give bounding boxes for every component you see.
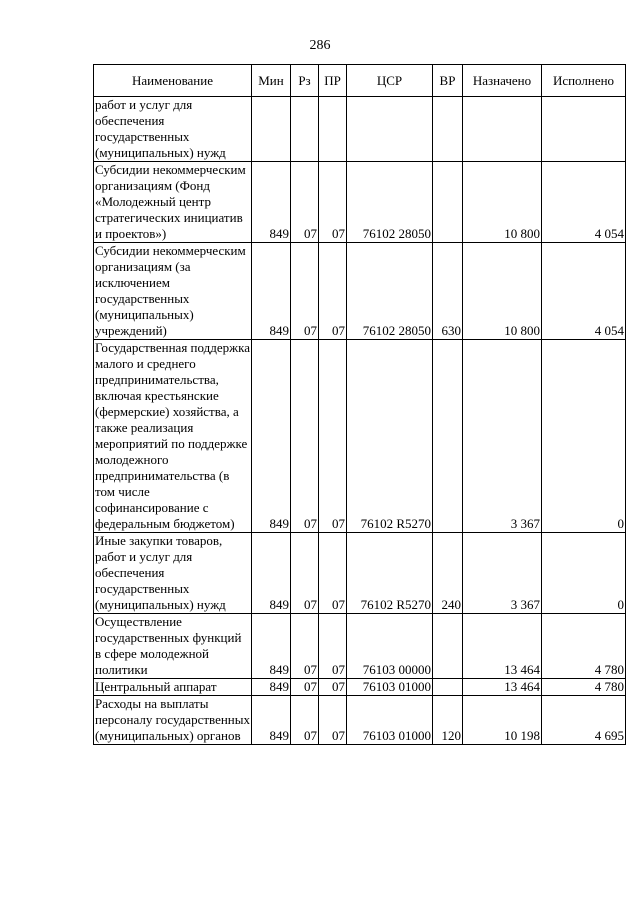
row-executed	[542, 97, 626, 162]
budget-table	[93, 64, 626, 745]
row-assigned: 13 464	[463, 614, 542, 679]
row-csr: 76103 00000	[347, 614, 433, 679]
row-pr: 07	[319, 340, 347, 533]
col-header-min: Мин	[252, 65, 291, 97]
col-header-rz: Рз	[291, 65, 319, 97]
row-rz: 07	[291, 696, 319, 745]
row-name: Субсидии некоммерческим организациям (за исключением государственных (муниципальных) учреждений)	[94, 243, 252, 340]
row-csr: 76103 01000	[347, 696, 433, 745]
row-pr: 07	[319, 533, 347, 614]
col-header-vr: ВР	[433, 65, 463, 97]
row-min: 849	[252, 162, 291, 243]
row-pr: 07	[319, 243, 347, 340]
col-header-pr: ПР	[319, 65, 347, 97]
row-vr: 240	[433, 533, 463, 614]
row-rz	[291, 97, 319, 162]
row-csr: 76102 R5270	[347, 533, 433, 614]
row-vr	[433, 97, 463, 162]
row-assigned: 13 464	[463, 679, 542, 696]
row-min: 849	[252, 679, 291, 696]
row-assigned: 3 367	[463, 340, 542, 533]
row-executed: 4 780	[542, 679, 626, 696]
row-name: Субсидии некоммерческим организациям (Фонд «Молодежный центр стратегических инициатив и проектов»)	[94, 162, 252, 243]
table-row	[94, 162, 626, 243]
row-rz: 07	[291, 533, 319, 614]
row-name: Осуществление государственных функций в сфере молодежной политики	[94, 614, 252, 679]
table-row	[94, 97, 626, 162]
col-header-csr: ЦСР	[347, 65, 433, 97]
row-min: 849	[252, 340, 291, 533]
row-vr	[433, 340, 463, 533]
row-min	[252, 97, 291, 162]
col-header-assigned: Назначено	[463, 65, 542, 97]
row-assigned: 10 198	[463, 696, 542, 745]
row-rz: 07	[291, 162, 319, 243]
table-row	[94, 679, 626, 696]
row-executed: 4 054	[542, 243, 626, 340]
table-header-row	[94, 65, 626, 97]
row-name: Расходы на выплаты персоналу государственных (муниципальных) органов	[95, 696, 251, 743]
row-pr: 07	[319, 696, 347, 745]
row-min: 849	[252, 243, 291, 340]
row-csr: 76102 28050	[347, 162, 433, 243]
row-min: 849	[252, 533, 291, 614]
table-row	[94, 340, 626, 533]
table-row	[94, 243, 626, 340]
row-executed: 0	[542, 533, 626, 614]
row-csr	[347, 97, 433, 162]
row-name: Государственная поддержка малого и среднего предпринимательства, включая крестьянские (фермерские) хозяйства, а также реализация мероприятий по поддержке молодежного предпринимательства (в том числе софинансирование с федеральным бюджетом)	[95, 340, 251, 531]
col-header-executed: Исполнено	[542, 65, 626, 97]
row-min: 849	[252, 614, 291, 679]
row-executed: 0	[542, 340, 626, 533]
row-name: работ и услуг для обеспечения государственных (муниципальных) нужд	[94, 97, 252, 162]
row-assigned: 10 800	[463, 162, 542, 243]
row-assigned: 3 367	[463, 533, 542, 614]
row-pr	[319, 97, 347, 162]
row-pr: 07	[319, 679, 347, 696]
row-name: Иные закупки товаров, работ и услуг для обеспечения государственных (муниципальных) нужд	[94, 533, 252, 614]
row-vr	[433, 679, 463, 696]
row-csr: 76103 01000	[347, 679, 433, 696]
row-csr: 76102 R5270	[347, 340, 433, 533]
row-executed: 4 695	[542, 696, 626, 745]
row-pr: 07	[319, 162, 347, 243]
page-number: 286	[309, 38, 331, 53]
table-row	[94, 533, 626, 614]
row-pr: 07	[319, 614, 347, 679]
row-executed: 4 054	[542, 162, 626, 243]
row-vr	[433, 614, 463, 679]
row-assigned: 10 800	[463, 243, 542, 340]
row-vr: 630	[433, 243, 463, 340]
row-executed: 4 780	[542, 614, 626, 679]
row-rz: 07	[291, 614, 319, 679]
row-csr: 76102 28050	[347, 243, 433, 340]
row-vr: 120	[433, 696, 463, 745]
row-vr	[433, 162, 463, 243]
row-assigned	[463, 97, 542, 162]
col-header-name: Наименование	[94, 65, 252, 97]
table-row	[94, 696, 626, 745]
row-name: Центральный аппарат	[94, 679, 252, 696]
row-min: 849	[252, 696, 291, 745]
row-rz: 07	[291, 243, 319, 340]
table-row	[94, 614, 626, 679]
row-rz: 07	[291, 340, 319, 533]
row-rz: 07	[291, 679, 319, 696]
